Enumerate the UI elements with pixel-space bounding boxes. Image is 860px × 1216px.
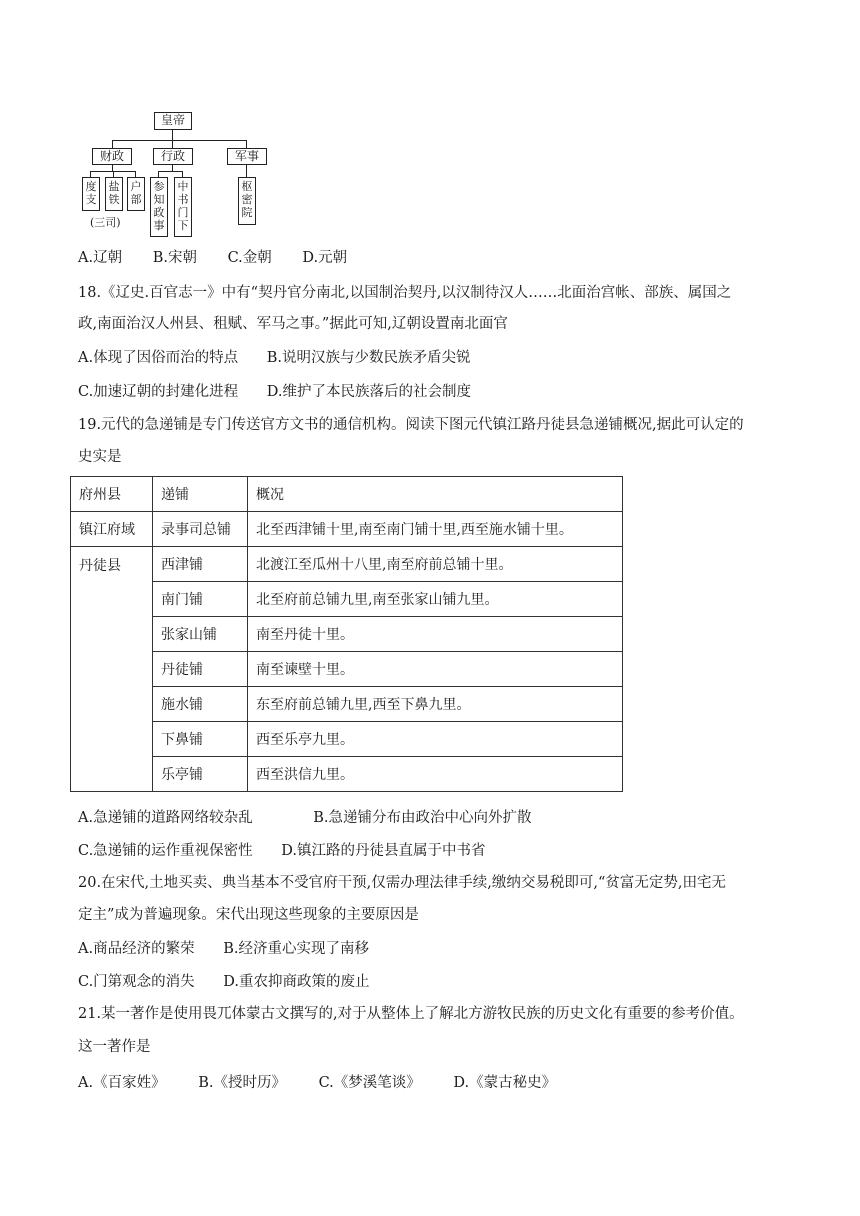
table-cell: 丹徒铺	[153, 652, 248, 687]
q21-stem-line1: 21.某一著作是使用畏兀体蒙古文撰写的,对于从整体上了解北方游牧民族的历史文化有重要的参考价值。	[78, 1006, 744, 1022]
q18-stem-line2: 政,南面治汉人州县、租赋、军马之事。”据此可知,辽朝设置南北面官	[78, 316, 508, 332]
q20-option-a[interactable]: A.商品经济的繁荣	[78, 941, 195, 957]
table-row	[71, 757, 623, 792]
org-top: 皇帝	[154, 112, 192, 130]
q21-option-a[interactable]: A.《百家姓》	[78, 1075, 166, 1091]
q18-stem-line1: 18.《辽史.百官志一》中有“契丹官分南北,以国制治契丹,以汉制待汉人……北面治宫帐、部族、属国之	[78, 285, 732, 301]
q17-option-a[interactable]: A.辽朝	[78, 250, 123, 266]
courier-table	[70, 476, 623, 792]
q18-options-row1	[78, 348, 470, 368]
table-cell: 西至乐亭九里。	[248, 722, 623, 757]
q19-option-a[interactable]: A.急递铺的道路网络较杂乱	[78, 810, 253, 826]
org-leaf-yantie: 盐铁	[105, 177, 123, 211]
q19-option-d[interactable]: D.镇江路的丹徒县直属于中书省	[281, 843, 486, 859]
table-cell: 丹徒县	[71, 547, 153, 792]
org-leaf-hubu: 户部	[127, 177, 145, 211]
table-header-cell: 府州县	[71, 477, 153, 512]
table-cell: 南门铺	[153, 582, 248, 617]
q18-options-row2	[78, 382, 471, 402]
q21-option-d[interactable]: D.《蒙古秘史》	[453, 1075, 557, 1091]
table-row	[71, 652, 623, 687]
table-cell: 乐亭铺	[153, 757, 248, 792]
table-cell: 南至丹徒十里。	[248, 617, 623, 652]
q20-option-c[interactable]: C.门第观念的消失	[78, 974, 195, 990]
table-cell: 镇江府域	[71, 512, 153, 547]
q18-option-b[interactable]: B.说明汉族与少数民族矛盾尖锐	[266, 350, 471, 366]
org-mid-military: 军事	[227, 148, 267, 165]
table-cell: 西至洪信九里。	[248, 757, 623, 792]
table-cell: 下鼻铺	[153, 722, 248, 757]
org-leaf-zhongshumenxia: 中书门下	[174, 177, 192, 237]
q20-option-b[interactable]: B.经济重心实现了南移	[223, 941, 369, 957]
org-leaf-shumiyuan: 枢密院	[238, 177, 256, 225]
table-row	[71, 617, 623, 652]
table-cell: 张家山铺	[153, 617, 248, 652]
q19-options-row2	[78, 841, 486, 861]
table-row	[71, 582, 623, 617]
org-leaf-duzhi: 度支	[82, 177, 100, 211]
q18-option-a[interactable]: A.体现了因俗而治的特点	[78, 350, 239, 366]
q21-stem-line2: 这一著作是	[78, 1039, 151, 1055]
q17-option-c[interactable]: C.金朝	[227, 250, 272, 266]
table-row	[71, 687, 623, 722]
q19-option-b[interactable]: B.急递铺分布由政治中心向外扩散	[313, 810, 532, 826]
table-header-cell: 概况	[248, 477, 623, 512]
table-cell: 东至府前总铺九里,西至下鼻九里。	[248, 687, 623, 722]
table-cell: 北至西津铺十里,南至南门铺十里,西至施水铺十里。	[248, 512, 623, 547]
table-cell: 西津铺	[153, 547, 248, 582]
q18-option-d[interactable]: D.维护了本民族落后的社会制度	[266, 384, 472, 400]
q19-stem-line2: 史实是	[78, 449, 122, 465]
table-cell: 北渡江至瓜州十八里,南至府前总铺十里。	[248, 547, 623, 582]
table-header-row	[71, 477, 623, 512]
table-header-cell: 递铺	[153, 477, 248, 512]
table-cell: 南至谏壁十里。	[248, 652, 623, 687]
org-mid-finance: 财政	[92, 148, 132, 165]
q17-option-d[interactable]: D.元朝	[302, 250, 348, 266]
org-chart	[78, 108, 258, 232]
q19-option-c[interactable]: C.急递铺的运作重视保密性	[78, 843, 253, 859]
q21-options	[78, 1073, 556, 1093]
q19-options-row1	[78, 808, 531, 828]
org-finance-note: (三司)	[90, 216, 121, 229]
org-leaf-canzhizhengshi: 参知政事	[150, 177, 168, 237]
q20-stem-line2: 定主”成为普遍现象。宋代出现这些现象的主要原因是	[78, 907, 419, 923]
org-mid-admin: 行政	[153, 148, 193, 165]
q21-option-b[interactable]: B.《授时历》	[198, 1075, 286, 1091]
table-row	[71, 722, 623, 757]
q20-options-row1	[78, 939, 369, 959]
q17-option-b[interactable]: B.宋朝	[152, 250, 197, 266]
table-cell: 施水铺	[153, 687, 248, 722]
q20-stem-line1: 20.在宋代,土地买卖、典当基本不受官府干预,仅需办理法律手续,缴纳交易税即可,“贫富无定势,田宅无	[78, 875, 727, 891]
table-row	[71, 512, 623, 547]
table-row	[71, 547, 623, 582]
table-cell: 录事司总铺	[153, 512, 248, 547]
q21-option-c[interactable]: C.《梦溪笔谈》	[318, 1075, 421, 1091]
q17-options	[78, 248, 347, 268]
q20-option-d[interactable]: D.重农抑商政策的废止	[223, 974, 370, 990]
q20-options-row2	[78, 972, 370, 992]
table-cell: 北至府前总铺九里,南至张家山铺九里。	[248, 582, 623, 617]
q19-stem-line1: 19.元代的急递铺是专门传送官方文书的通信机构。阅读下图元代镇江路丹徒县急递铺概况,据此可认定的	[78, 417, 744, 433]
q18-option-c[interactable]: C.加速辽朝的封建化进程	[78, 384, 239, 400]
